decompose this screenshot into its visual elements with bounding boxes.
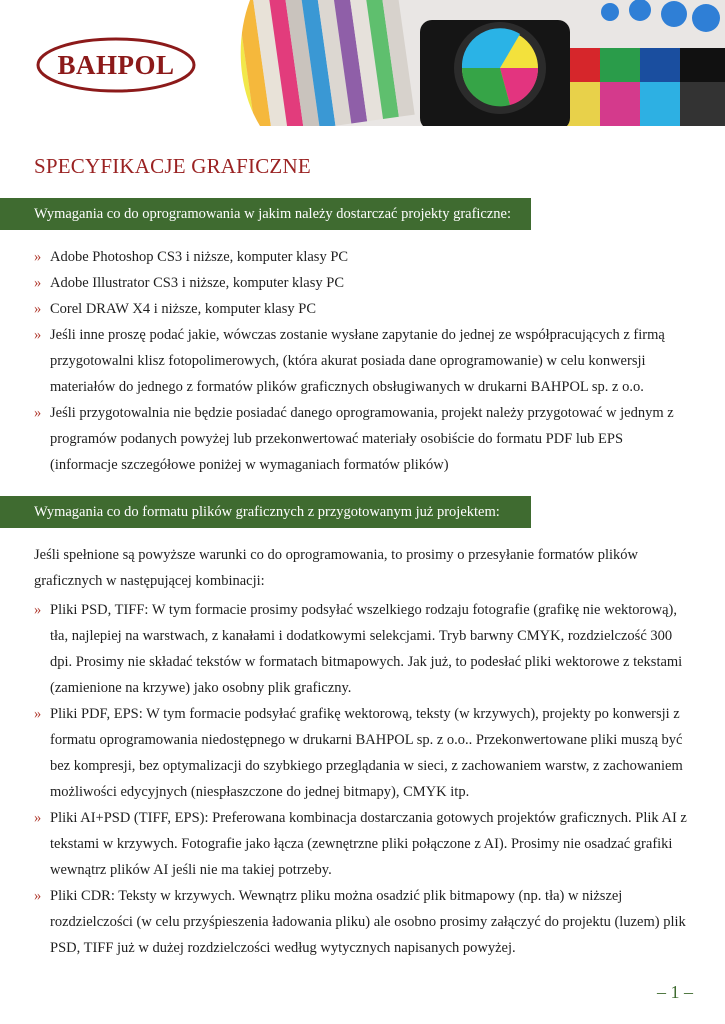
list-item — [34, 400, 694, 478]
bullet-mark: » — [34, 249, 42, 265]
section-heading-software: Wymagania co do oprogramowania w jakim należy dostarczać projekty graficzne: — [0, 198, 531, 230]
list-item-text: Adobe Illustrator CS3 i niższe, komputer klasy PC — [50, 275, 344, 291]
list-item-text: Jeśli inne proszę podać jakie, wówczas zostanie wysłane zapytanie do jednej ze współpracujących z firmą przygotowalni klisz fotopolimerowych, (która akurat posiada dane oprogramowanie) w celu konwersji materiałów do jednego z formatów plików graficznych obsługiwanych w drukarni BAHPOL sp. z o.o. — [50, 327, 665, 395]
list-item-text: Pliki PSD, TIFF: W tym formacie prosimy podsyłać wszelkiego rodzaju fotografie (grafikę nie wektorową), tła, najlepiej na warstwach, z kanałami i dodatkowymi selekcjami. Tryb barwny CMYK, rozdzielczość 300 dpi. Prosimy nie składać tekstów w formatach bitmapowych. Jak już, to podesłać pliki wektorowe z tekstami (zamienione na krzywe) jako osobny plik graficzny. — [50, 602, 683, 696]
list-item — [34, 322, 694, 400]
list-item — [34, 296, 694, 322]
company-logo: BAHPOL — [57, 49, 175, 80]
header-banner — [0, 0, 725, 126]
list-item — [34, 883, 694, 961]
list-item — [34, 701, 694, 805]
bullet-mark: » — [34, 327, 42, 343]
file-formats-intro: Jeśli spełnione są powyższe warunki co do oprogramowania, to prosimy o przesyłanie formatów plików graficznych w następującej kombinacji: — [34, 547, 639, 589]
page-title: SPECYFIKACJE GRAFICZNE — [34, 154, 311, 178]
bullet-mark: » — [34, 888, 42, 904]
software-requirements-list — [34, 244, 694, 478]
list-item-text: Pliki CDR: Teksty w krzywych. Wewnątrz pliku można osadzić plik bitmapowy (np. tła) w niższej rozdzielczości (w celu przyśpieszenia ładowania pliku) ale osobno prosimy załączyć do projektu (luzem) plik PSD, TIFF już w dużej rozdzielczości według wytycznych napisanych powyżej. — [50, 888, 686, 956]
section-heading-file-formats: Wymagania co do formatu plików graficznych z przygotowanym już projektem: — [0, 496, 531, 528]
list-item-text: Pliki AI+PSD (TIFF, EPS): Preferowana kombinacja dostarczania gotowych projektów graficznych. Plik AI z tekstami w krzywych. Fotografie jako łącza (zewnętrzne pliki połączone z AI). Prosimy nie osadzać grafiki wewnątrz plików AI jeśli nie ma takiej potrzeby. — [50, 810, 687, 878]
bullet-mark: » — [34, 602, 42, 618]
bullet-mark: » — [34, 405, 42, 421]
list-item — [34, 805, 694, 883]
bullet-mark: » — [34, 275, 42, 291]
list-item-text: Jeśli przygotowalnia nie będzie posiadać danego oprogramowania, projekt należy przygotować w jednym z programów podanych powyżej lub przekonwertować materiały osobiście do formatu PDF lub EPS (informacje szczegółowe poniżej w wymaganiach formatów plików) — [50, 405, 674, 473]
bullet-mark: » — [34, 706, 42, 722]
list-item-text: Pliki PDF, EPS: W tym formacie podsyłać grafikę wektorową, teksty (w krzywych), projekty po konwersji z formatu oprogramowania niedostępnego w drukarni BAHPOL sp. z o.o.. Przekonwertowane pliki muszą być bez kompresji, bez optymalizacji do szybkiego przeglądania w sieci, z zachowaniem warstw, z zachowaniem możliwości edycyjnych (niespłaszczone do jednej bitmapy), CMYK itp. — [50, 706, 683, 800]
bullet-mark: » — [34, 301, 42, 317]
list-item — [34, 244, 694, 270]
list-item — [34, 597, 694, 701]
list-item-text: Corel DRAW X4 i niższe, komputer klasy PC — [50, 301, 316, 317]
bullet-mark: » — [34, 810, 42, 826]
file-formats-list — [34, 597, 694, 961]
page-number: – 1 – — [657, 982, 693, 1002]
list-item-text: Adobe Photoshop CS3 i niższe, komputer klasy PC — [50, 249, 349, 265]
list-item — [34, 270, 694, 296]
